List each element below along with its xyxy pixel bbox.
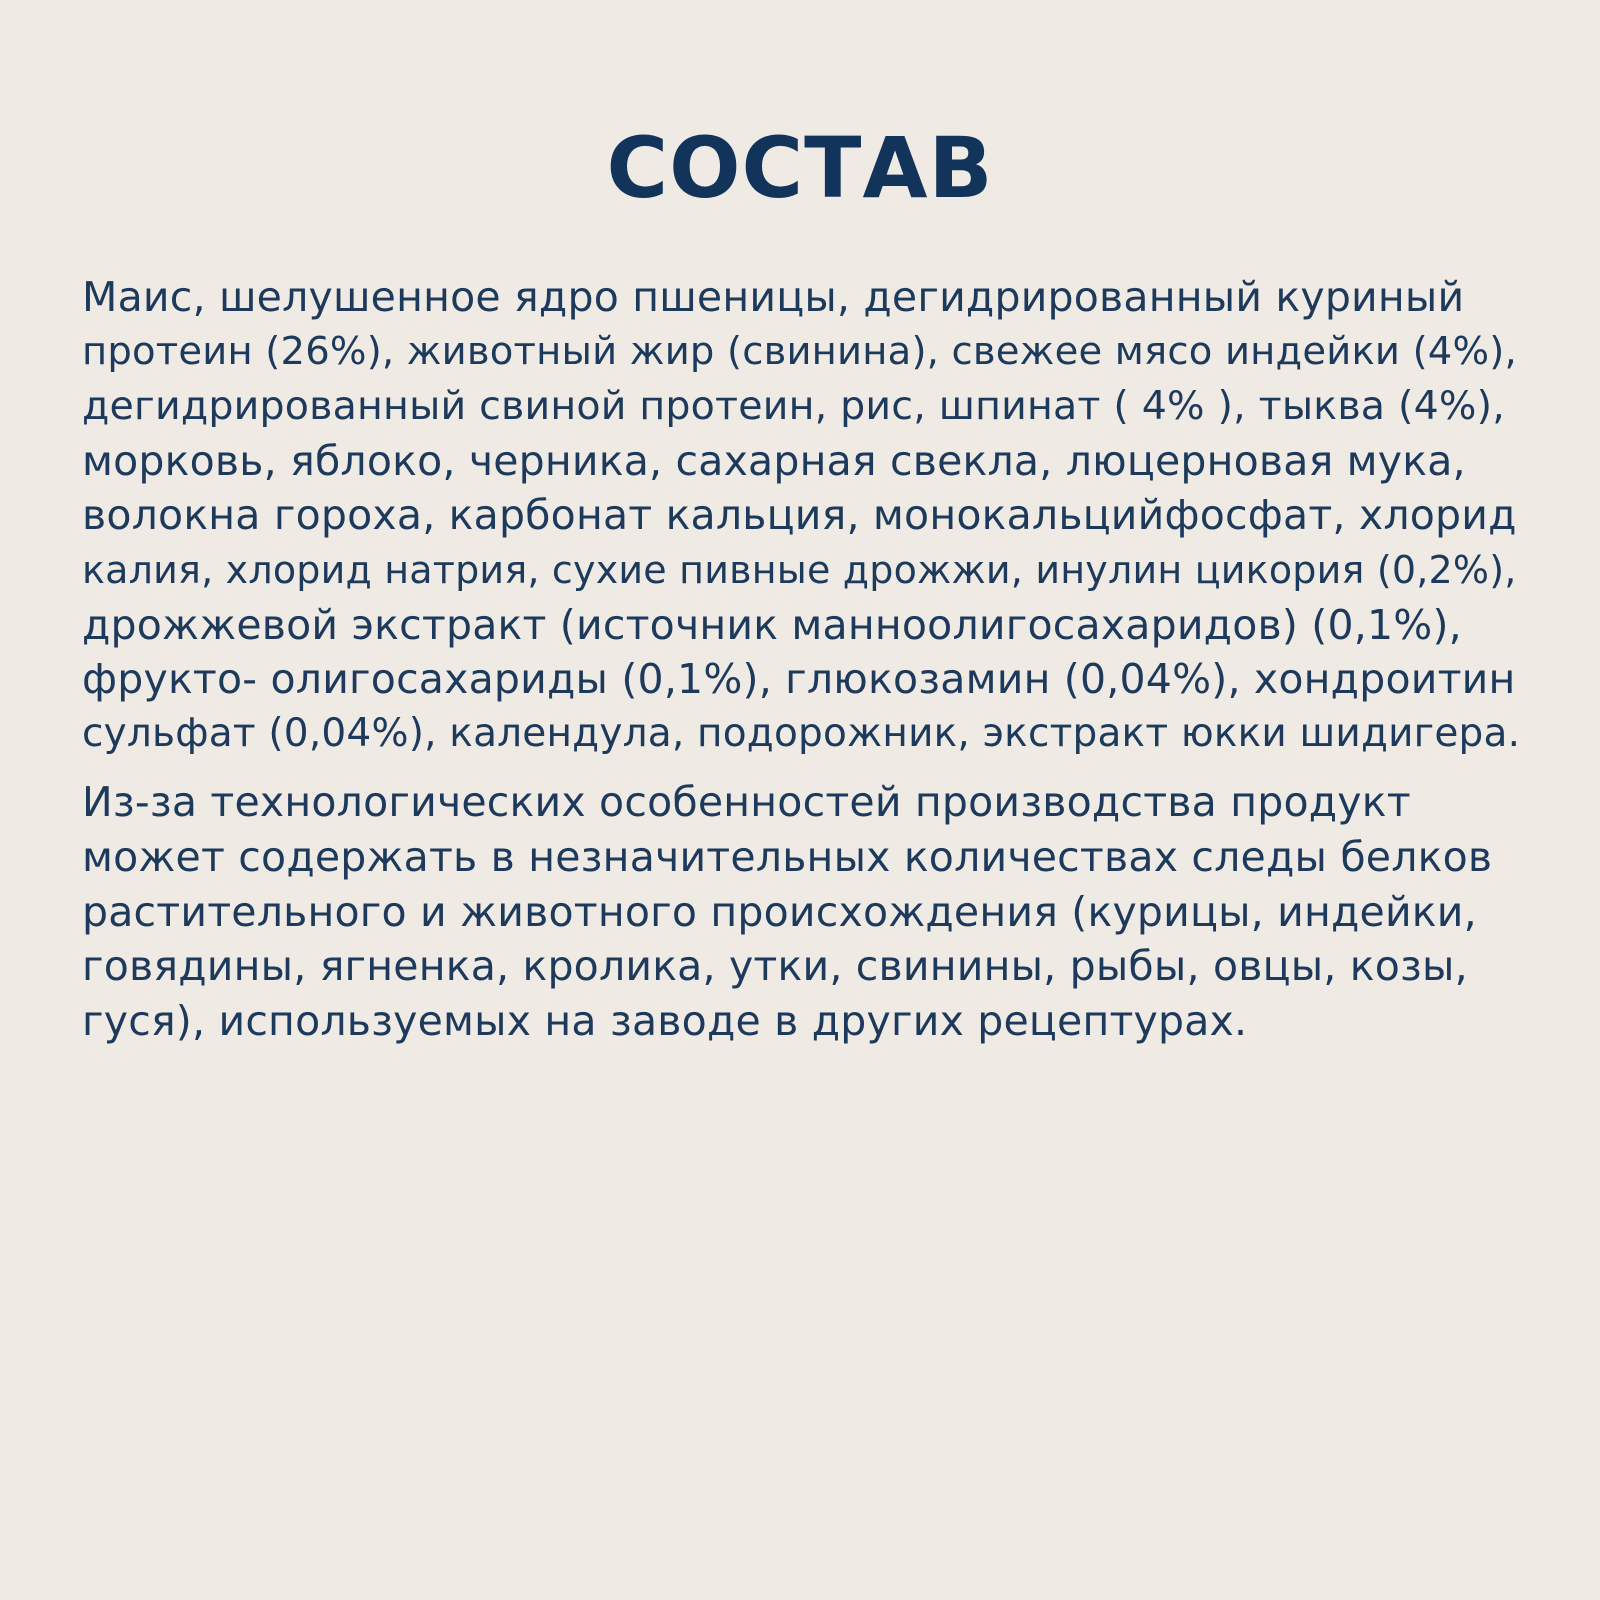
composition-line: Маис, шелушенное ядро пшеницы, дегидрированный куриный [82,273,1465,321]
composition-line: волокна гороха, карбонат кальция, монокальцийфосфат, хлорид [82,491,1517,540]
content-body [82,270,1522,1048]
allergen-line: может содержать в незначительных количествах следы белков [82,832,1493,881]
composition-line: калия, хлорид натрия, сухие пивные дрожжи, инулин цикория (0,2%), [82,547,1517,592]
composition-line: протеин (26%), животный жир (свинина), свежее мясо индейки (4%), [82,328,1517,374]
page-title: СОСТАВ [606,119,994,217]
composition-line: дрожжевой экстракт (источник манноолигосахаридов) (0,1%), [82,600,1462,649]
composition-line: сульфат (0,04%), календула, подорожник, экстракт юкки шидигера. [82,710,1521,756]
allergen-line: растительного и животного происхождения (курицы, индейки, [82,887,1477,936]
allergen-paragraph [82,775,1522,1048]
composition-line: фрукто- олигосахариды (0,1%), глюкозамин (0,04%), хондроитин [82,655,1516,704]
composition-line: дегидрированный свиной протеин, рис, шпинат ( 4% ), тыква (4%), [82,383,1506,430]
composition-line: морковь, яблоко, черника, сахарная свекла, люцерновая мука, [82,436,1466,485]
allergen-line: Из-за технологических особенностей производства продукт [82,778,1411,827]
allergen-line: гуся), используемых на заводе в других рецептурах. [82,996,1248,1045]
allergen-line: говядины, ягненка, кролика, утки, свинины, рыбы, овцы, козы, [82,942,1468,991]
composition-paragraph [82,270,1522,761]
